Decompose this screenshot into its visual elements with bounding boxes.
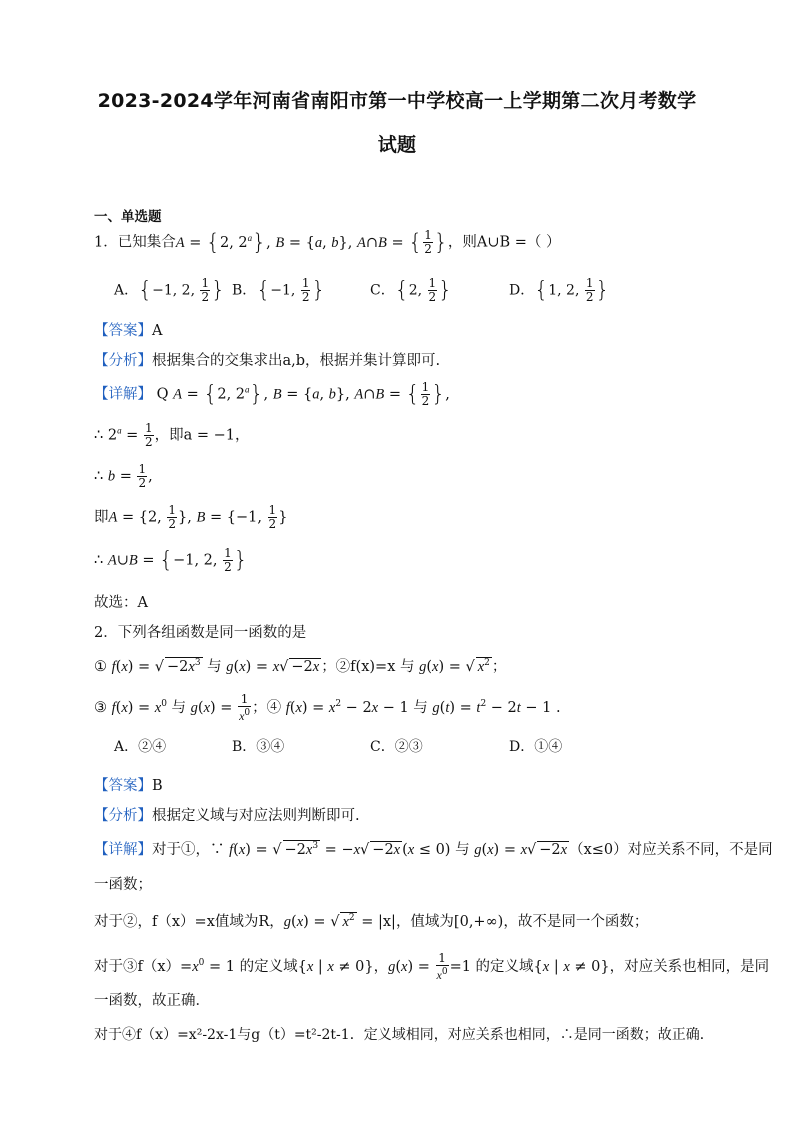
q1-detail-step1: 【详解】 Q A = {2, 2$^a$}, B = {a, b}, A∩B = { $\frac{1}{2}$ }, (94, 380, 450, 408)
q2-stem: 2．下列各组函数是同一函数的是 (94, 625, 307, 641)
q1-option-c: C．{2, $\frac{1}{2}$ } (370, 276, 453, 304)
q2-option-c: C．②③ (370, 739, 423, 755)
q2-option-b: B．③④ (232, 739, 285, 755)
doc-title-line1: 2023-2024学年河南省南阳市第一中学校高一上学期第二次月考数学 (97, 90, 697, 112)
q2-detail-3: 对于$③f(x)=x^0 = 1$ 的定义域{x | x ≠ 0}，g(x) = $\frac{1}{x^0}$ =1 的定义域{x | x ≠ 0}，对应关系也相同，是同 (94, 951, 770, 982)
q1-option-b: B．{−1, $\frac{1}{2}$ } (232, 276, 326, 304)
q2-groups-line2: ③ $f(x) = x^0$ 与 g(x) = $\frac{1}{x^0}$ ；④ $f(x) = x^2 - 2x - 1$ 与 $g(t) = t^2 - 2t - 1$ . (94, 692, 561, 723)
q1-detail-step5: ∴ A∪B = {−1, 2, $\frac{1}{2}$ } (94, 546, 248, 574)
q1-detail-step3: ∴ b = $\frac{1}{2}$ , (94, 462, 153, 490)
q2-analysis: 【分析】根据定义域与对应法则判断即可. (94, 808, 360, 824)
q1-stem-prefix: 1．已知集合 (94, 234, 176, 251)
q1-stem (94, 229, 561, 256)
section-heading: 一、单选题 (94, 209, 162, 225)
q1-detail-step2: ∴ $2^a$ = $\frac{1}{2}$ ，即a = −1， (94, 421, 250, 449)
q1-option-d: D．{1, 2, $\frac{1}{2}$ } (509, 276, 610, 304)
q2-answer: 【答案】B (94, 778, 163, 794)
q2-detail-3-cont: 一函数，故正确． (94, 993, 210, 1009)
q1-answer: 【答案】A (94, 323, 163, 339)
q1-detail-step4: 即A = {2, $\frac{1}{2}$ }, B = {−1, $\frac{1}{2}$ } (94, 503, 288, 531)
q1-stem-suffix: ，则A∪B =（ ） (447, 234, 561, 251)
q2-option-d: D．①④ (509, 739, 563, 755)
q2-groups-line1: ① f(x) = √ $-2x^3$ 与 g(x) = x√ −2x ；②f(x)=x 与 g(x) = √ $x^2$ ； (94, 658, 507, 675)
doc-title-line2: 试题 (377, 134, 417, 156)
q2-detail-1: 【详解】对于①，∵ f(x) = √ $-2x^3 = -x√ -2x$ (x ≤ 0) 与 g(x) = x√ −2x （x≤0）对应关系不同，不是同 (94, 841, 773, 858)
q2-detail-2: 对于②，f（x）=x值域为R，g(x) = √ $x^2 = |x|$，值域为[0,+∞)，故不是同一个函数； (94, 913, 649, 930)
q1-final: 故选：A (94, 595, 148, 611)
q2-detail-4: 对于④f（x）=x²-2x-1与g（t）=t²-2t-1．定义域相同，对应关系也相同，∴是同一函数；故正确． (94, 1027, 714, 1043)
q1-analysis: 【分析】根据集合的交集求出a,b，根据并集计算即可. (94, 353, 441, 369)
q2-option-a: A．②④ (114, 739, 167, 755)
q2-detail-1-cont: 一函数； (94, 877, 152, 893)
q1-stem-formula: A = {2, 2$^a$}, B = {a, b}, A∩B = { $\frac{1}{2}$ } (175, 228, 448, 256)
q1-option-a: A．{−1, 2, $\frac{1}{2}$ } (114, 276, 226, 304)
